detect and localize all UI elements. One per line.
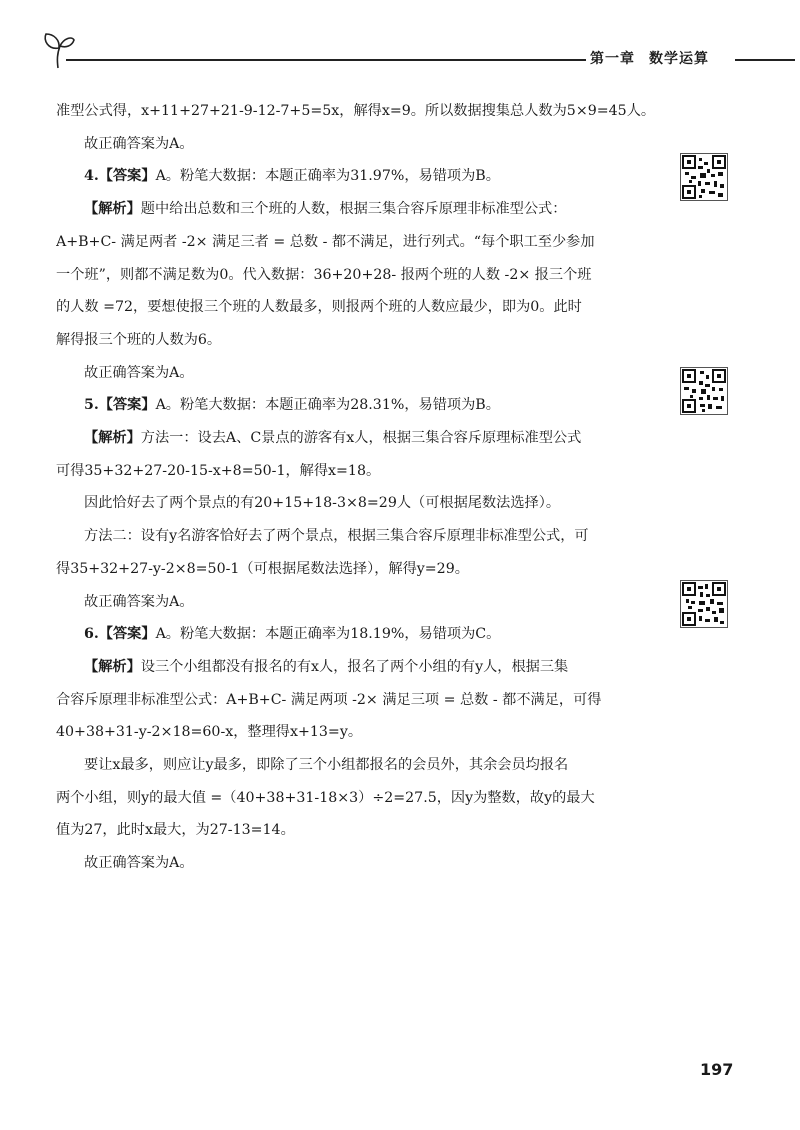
paragraph-line: 的人数 =72，要想使报三个班的人数最多，则报两个班的人数应最少，即为0。此时 <box>56 299 582 316</box>
paragraph-line: 方法二：设有y名游客恰好去了两个景点，根据三集合容斥原理非标准型公式，可 <box>84 528 589 545</box>
paragraph-line: 可得35+32+27-20-15-x+8=50-1，解得x=18。 <box>56 462 381 479</box>
paragraph-line: 要让x最多，则应让y最多，即除了三个小组都报名的会员外，其余会员均报名 <box>84 757 569 774</box>
paragraph-line: 得35+32+27-y-2×8=50-1（可根据尾数法选择），解得y=29。 <box>56 560 469 577</box>
paragraph-line: 解得报三个班的人数为6。 <box>56 331 222 348</box>
paragraph-line: 合容斥原理非标准型公式：A+B+C- 满足两项 -2× 满足三项 = 总数 - 都不满足，可得 <box>56 691 602 708</box>
paragraph-line: 一个班”，则都不满足数为0。代入数据：36+20+28- 报两个班的人数 -2× 报三个班 <box>56 266 592 283</box>
chapter-number: 第一章 <box>590 51 635 67</box>
analysis-line-q6: 【解析】设三个小组都没有报名的有x人，报名了两个小组的有y人，根据三集 <box>84 658 569 675</box>
qr-code-icon <box>680 580 728 628</box>
paragraph-line: 故正确答案为A。 <box>84 135 194 152</box>
qr-code-icon <box>680 367 728 415</box>
header-rule-left <box>66 59 586 61</box>
page-body <box>56 95 656 880</box>
paragraph-line: 故正确答案为A。 <box>84 855 194 872</box>
sprout-logo-icon <box>40 30 76 70</box>
page-header <box>0 0 800 80</box>
analysis-line-q4: 【解析】题中给出总数和三个班的人数，根据三集合容斥原理非标准型公式： <box>84 201 567 218</box>
paragraph-line: 因此恰好去了两个景点的有20+15+18-3×8=29人（可根据尾数法选择）。 <box>84 495 561 512</box>
answer-line-q6: 6.【答案】A。粉笔大数据：本题正确率为18.19%，易错项为C。 <box>84 626 501 643</box>
paragraph-line: 准型公式得，x+11+27+21-9-12-7+5=5x，解得x=9。所以数据搜集总人数为5×9=45人。 <box>56 103 656 119</box>
answer-line-q5: 5.【答案】A。粉笔大数据：本题正确率为28.31%，易错项为B。 <box>84 397 500 414</box>
paragraph-line: 两个小组，则y的最大值 =（40+38+31-18×3）÷2=27.5，因y为整数，故y的最大 <box>56 789 595 806</box>
paragraph-line: 故正确答案为A。 <box>84 364 194 381</box>
paragraph-line: 故正确答案为A。 <box>84 593 194 610</box>
header-rule-right <box>735 59 795 61</box>
qr-code-icon <box>680 153 728 201</box>
answer-line-q4: 4.【答案】A。粉笔大数据：本题正确率为31.97%，易错项为B。 <box>84 168 500 185</box>
paragraph-line: 值为27，此时x最大，为27-13=14。 <box>56 822 295 839</box>
page-number: 197 <box>700 1060 734 1079</box>
chapter-heading <box>590 48 736 68</box>
chapter-title: 数学运算 <box>649 51 709 67</box>
paragraph-line: 40+38+31-y-2×18=60-x，整理得x+13=y。 <box>56 724 363 741</box>
analysis-line-q5: 【解析】方法一：设去A、C景点的游客有x人，根据三集合容斥原理标准型公式 <box>84 430 582 447</box>
paragraph-line: A+B+C- 满足两者 -2× 满足三者 = 总数 - 都不满足，进行列式。“每个职工至少参加 <box>56 233 595 250</box>
